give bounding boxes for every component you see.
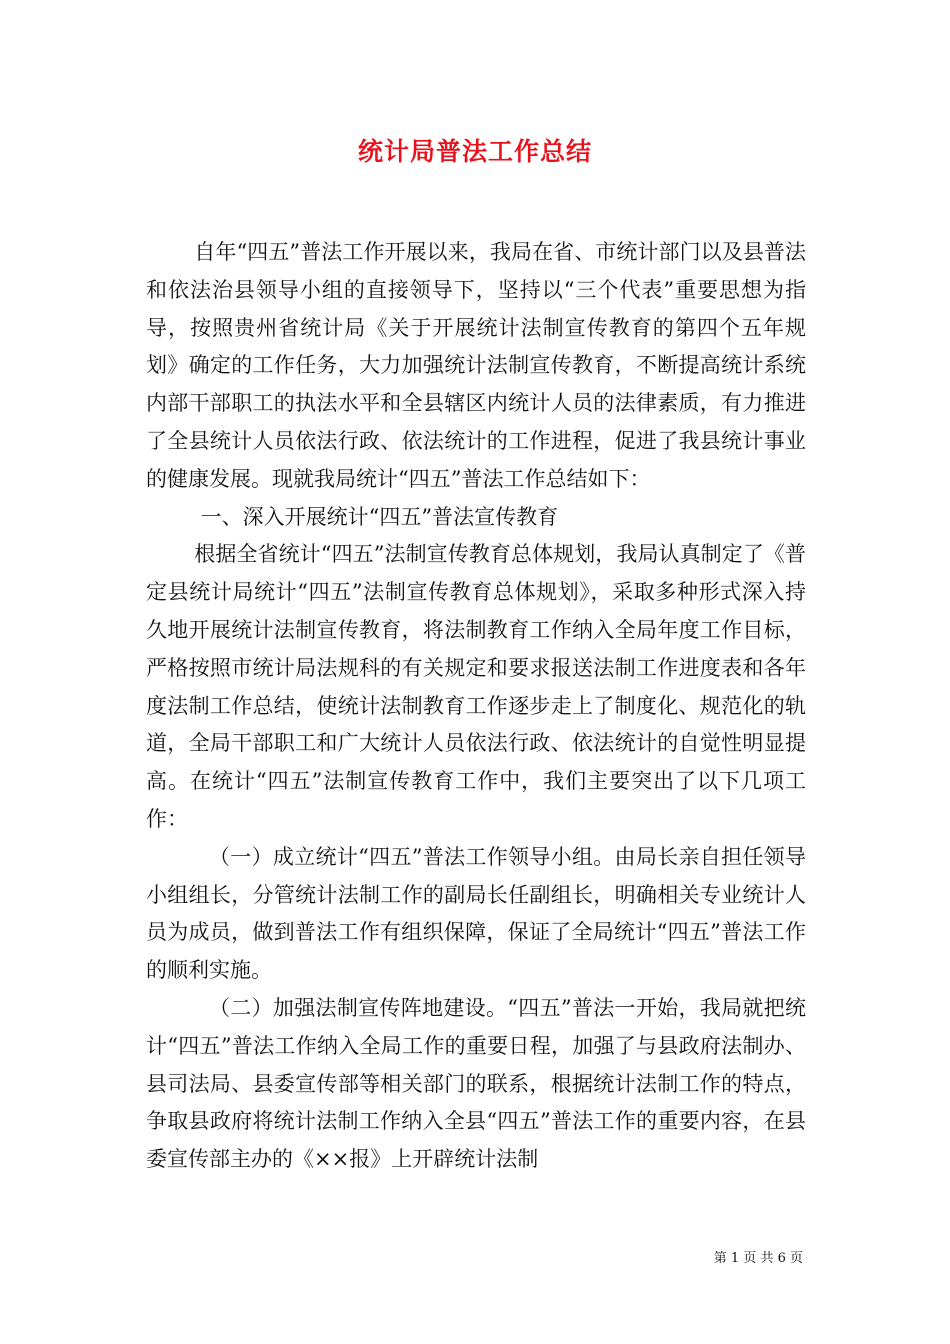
- document-body: [146, 234, 806, 1179]
- page-number-footer: 第 1 页 共 6 页: [713, 1251, 803, 1266]
- subsection-2: （二）加强法制宣传阵地建设。“四五”普法一开始，我局就把统计“四五”普法工作纳入全局工作的重要日程，加强了与县政府法制办、县司法局、县委宣传部等相关部门的联系，根据统计法制工作的特点，争取县政府将统计法制工作纳入全县“四五”普法工作的重要内容，在县委宣传部主办的《××报》上开辟统计法制: [146, 995, 806, 1172]
- subsection-1: （一）成立统计“四五”普法工作领导小组。由局长亲自担任领导小组组长，分管统计法制工作的副局长任副组长，明确相关专业统计人员为成员，做到普法工作有组织保障，保证了全局统计“四五”普法工作的顺利实施。: [146, 844, 806, 983]
- section-heading-1: 一、深入开展统计“四五”普法宣传教育: [200, 504, 559, 529]
- paragraph-section-1: 根据全省统计“四五”法制宣传教育总体规划，我局认真制定了《普定县统计局统计“四五”法制宣传教育总体规划》，采取多种形式深入持久地开展统计法制宣传教育，将法制教育工作纳入全局年度工作目标，严格按照市统计局法规科的有关规定和要求报送法制工作进度表和各年度法制工作总结，使统计法制教育工作逐步走上了制度化、规范化的轨道，全局干部职工和广大统计人员依法行政、依法统计的自觉性明显提高。在统计“四五”法制宣传教育工作中，我们主要突出了以下几项工作：: [146, 542, 806, 831]
- paragraph-intro: 自年“四五”普法工作开展以来，我局在省、市统计部门以及县普法和依法治县领导小组的直接领导下，坚持以“三个代表”重要思想为指导，按照贵州省统计局《关于开展统计法制宣传教育的第四个五年规划》确定的工作任务，大力加强统计法制宣传教育，不断提高统计系统内部干部职工的执法水平和全县辖区内统计人员的法律素质，有力推进了全县统计人员依法行政、依法统计的工作进程，促进了我县统计事业的健康发展。现就我局统计“四五”普法工作总结如下：: [146, 240, 806, 491]
- document-title: 统计局普法工作总结: [357, 137, 592, 166]
